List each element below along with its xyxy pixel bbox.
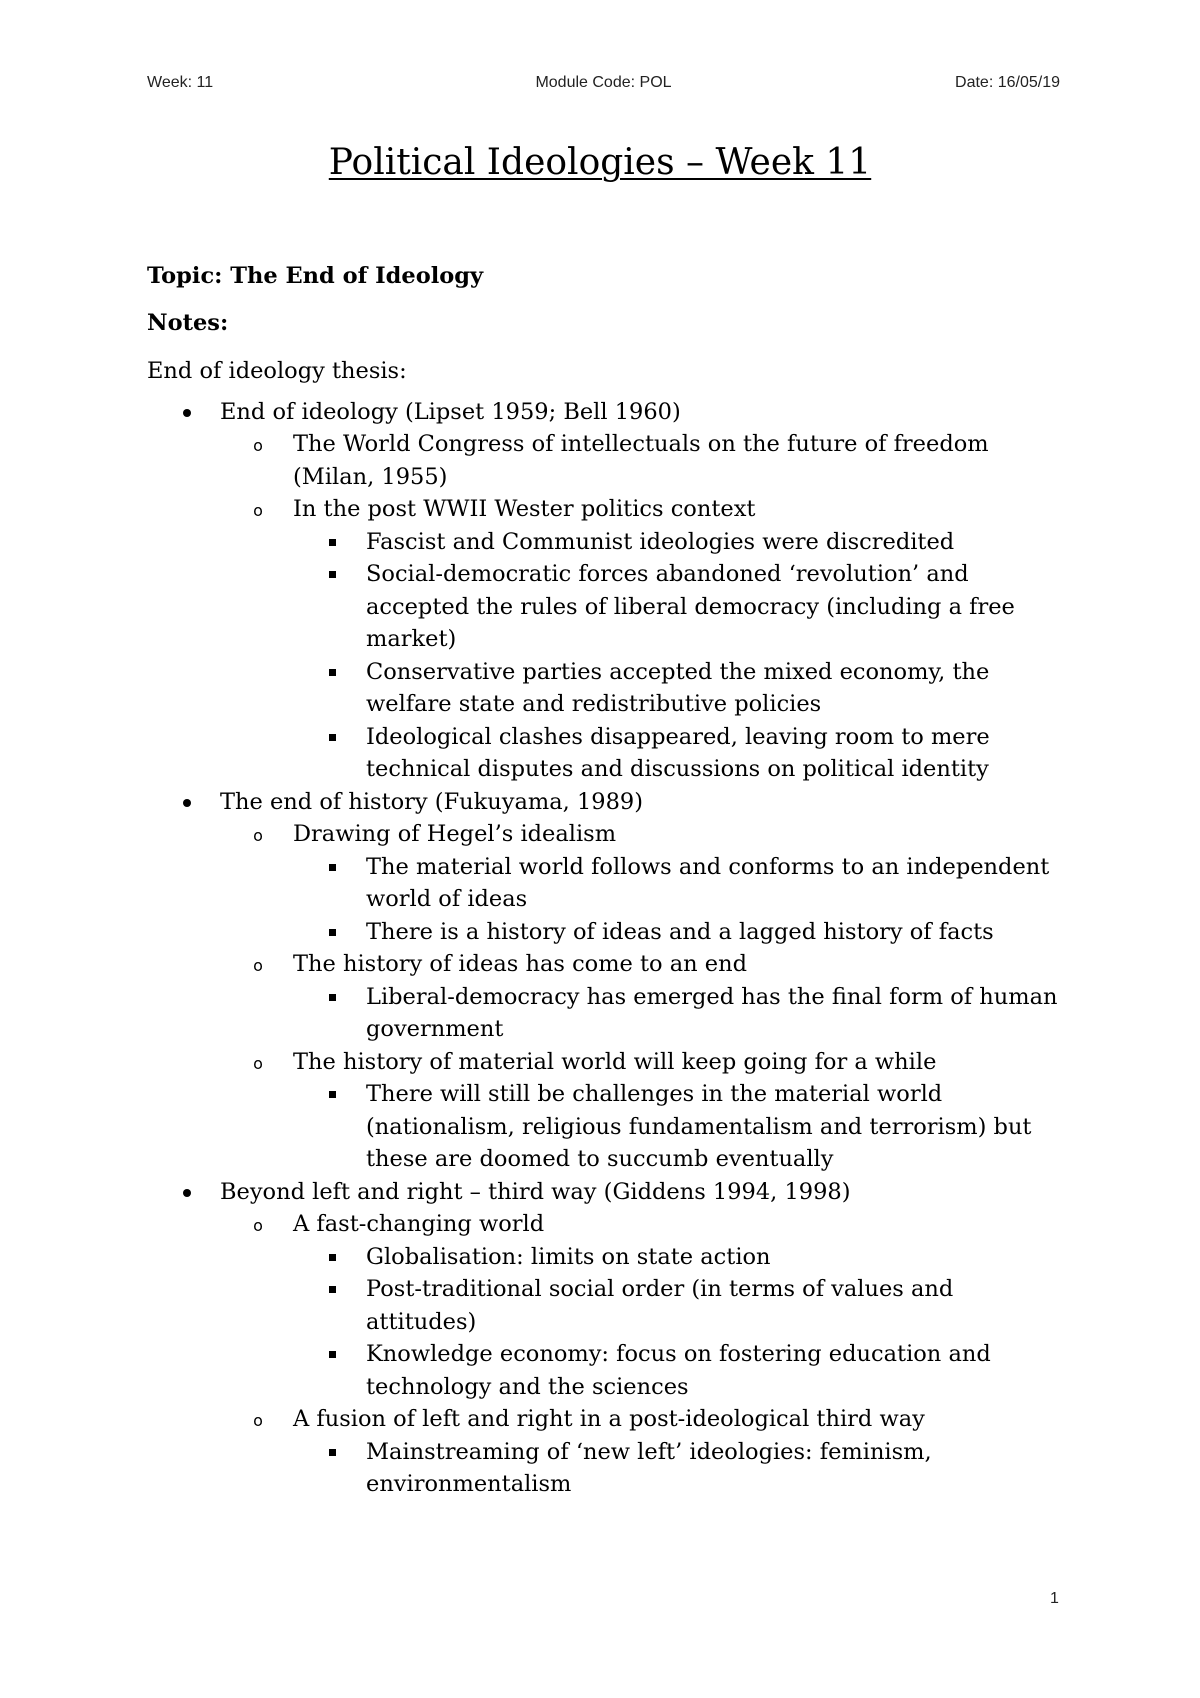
list-item-text: Post-traditional social order (in terms of values and attitudes) — [366, 1276, 954, 1335]
document-body — [147, 260, 1067, 1501]
bullet-circle-icon: o — [253, 436, 263, 455]
bullet-square-icon — [329, 1286, 336, 1293]
list-item — [293, 558, 1067, 656]
sub-sub-list — [293, 981, 1067, 1046]
list-item-text: Ideological clashes disappeared, leaving room to mere technical disputes and discussions on political identity — [366, 723, 990, 782]
list-item-text: The history of material world will keep going for a while — [293, 1048, 937, 1075]
list-item-text: Social-democratic forces abandoned ‘revolution’ and accepted the rules of liberal democracy (including a free market) — [366, 561, 1015, 652]
notes-heading: Notes: — [147, 309, 229, 336]
sub-list — [220, 1208, 1067, 1501]
bullet-dot-icon — [183, 409, 191, 417]
bullet-square-icon — [329, 734, 336, 741]
list-item — [293, 1338, 1067, 1403]
list-item-text: Conservative parties accepted the mixed economy, the welfare state and redistributive policies — [366, 658, 990, 717]
list-item — [293, 526, 1067, 559]
list-item — [293, 851, 1067, 916]
list-item — [293, 981, 1067, 1046]
bullet-square-icon — [329, 1351, 336, 1358]
bullet-circle-icon: o — [253, 1053, 263, 1073]
list-item-text: Beyond left and right – third way (Giddens 1994, 1998) — [220, 1178, 851, 1205]
bullet-square-icon — [329, 1254, 336, 1261]
document-title: Political Ideologies – Week 11 — [328, 142, 872, 183]
header-week: Week: 11 — [147, 74, 214, 91]
topic-heading: Topic: The End of Ideology — [147, 263, 484, 289]
list-item — [293, 1273, 1067, 1338]
list-item-text: The history of ideas has come to an end — [293, 951, 748, 977]
list-item — [220, 1208, 1067, 1403]
list-item — [293, 1241, 1067, 1274]
bullet-square-icon — [329, 571, 336, 578]
outline-list — [147, 396, 1067, 1501]
list-item-text: Knowledge economy: focus on fostering education and technology and the sciences — [366, 1341, 991, 1400]
list-item-text: The World Congress of intellectuals on the future of freedom (Milan, 1955) — [293, 431, 989, 490]
sub-list — [220, 428, 1067, 786]
sub-sub-list — [293, 526, 1067, 786]
bullet-dot-icon — [183, 1189, 191, 1197]
bullet-square-icon — [329, 539, 336, 546]
list-item — [220, 493, 1067, 786]
list-item — [293, 1078, 1067, 1176]
list-item-text: The material world follows and conforms to an independent world of ideas — [366, 853, 1050, 912]
bullet-circle-icon: o — [253, 956, 263, 975]
page-header — [147, 74, 1060, 98]
header-date: Date: 16/05/19 — [955, 74, 1060, 91]
list-item — [220, 1046, 1067, 1176]
list-item — [293, 721, 1067, 786]
list-item-text: A fusion of left and right in a post-ideological third way — [293, 1406, 925, 1432]
list-item — [220, 1403, 1067, 1501]
list-item — [293, 656, 1067, 721]
bullet-dot-icon — [183, 799, 191, 807]
list-item-text: Globalisation: limits on state action — [366, 1243, 771, 1270]
list-item-text: There will still be challenges in the material world (nationalism, religious fundamentalism and terrorism) but these are doomed to succumb eventually — [366, 1081, 1032, 1172]
list-item — [147, 396, 1067, 786]
list-item — [147, 786, 1067, 1176]
sub-sub-list — [293, 1241, 1067, 1404]
list-item-text: Liberal-democracy has emerged has the final form of human government — [366, 983, 1058, 1042]
bullet-circle-icon: o — [253, 1411, 263, 1430]
bullet-square-icon — [329, 1449, 336, 1456]
list-item — [293, 916, 1067, 949]
bullet-circle-icon: o — [253, 826, 263, 845]
sub-list — [220, 818, 1067, 1176]
page-number: 1 — [1050, 1590, 1059, 1607]
bullet-square-icon — [329, 864, 336, 871]
list-item-text: Drawing of Hegel’s idealism — [293, 821, 617, 847]
bullet-square-icon — [329, 994, 336, 1001]
list-item-text: Fascist and Communist ideologies were discredited — [366, 528, 955, 555]
bullet-square-icon — [329, 929, 336, 936]
header-module-code: Module Code: POL — [535, 74, 672, 91]
list-item — [147, 1176, 1067, 1501]
sub-sub-list — [293, 1078, 1067, 1176]
list-item — [220, 948, 1067, 1046]
list-item-text: End of ideology (Lipset 1959; Bell 1960) — [220, 398, 681, 425]
list-item — [293, 1436, 1067, 1501]
list-item — [220, 818, 1067, 948]
list-item-text: There is a history of ideas and a lagged history of facts — [366, 918, 994, 945]
list-item-text: In the post WWII Wester politics context — [293, 496, 756, 522]
list-item-text: A fast-changing world — [293, 1211, 545, 1237]
bullet-circle-icon: o — [253, 1216, 263, 1235]
sub-sub-list — [293, 1436, 1067, 1501]
bullet-circle-icon: o — [253, 501, 263, 520]
intro-line: End of ideology thesis: — [147, 358, 407, 384]
sub-sub-list — [293, 851, 1067, 949]
list-item-text: The end of history (Fukuyama, 1989) — [220, 788, 644, 815]
bullet-square-icon — [329, 669, 336, 676]
bullet-square-icon — [329, 1091, 336, 1098]
list-item — [220, 428, 1067, 493]
list-item-text: Mainstreaming of ‘new left’ ideologies: feminism, environmentalism — [366, 1438, 932, 1497]
